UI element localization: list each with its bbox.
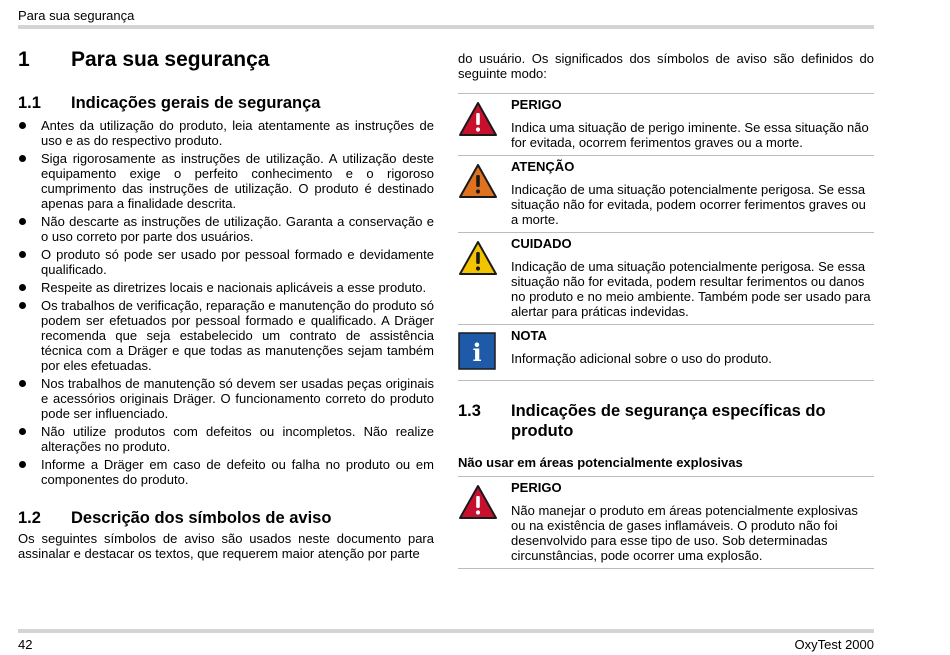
page-number: 42 [18,637,33,652]
chapter-title: Para sua segurança [71,48,270,71]
bullet-icon [19,122,26,129]
symbols-intro-text: Os seguintes símbolos de aviso são usados neste documento para assinalar e destacar os textos, que requerem maior atenção por parte [18,531,434,561]
section-1-1-heading [18,94,434,113]
list-item: Siga rigorosamente as instruções de utilização. A utilização deste equipamento exige o perfeito conhecimento e o rigoroso cumprimento das instruções de utilização. O produto é destinado apenas para a finalidade descrita. [18,151,434,211]
right-column [458,51,874,569]
bullet-icon [19,380,26,387]
warning-description: Informação adicional sobre o uso do produto. [511,351,772,366]
warning-title: ATENÇÃO [511,159,575,174]
bullet-icon [19,155,26,162]
warning-title: NOTA [511,328,547,343]
warning-row-perigo [458,93,874,155]
bullet-icon [19,284,26,291]
warning-row-perigo [458,476,874,569]
list-item: O produto só pode ser usado por pessoal formado e devidamente qualificado. [18,247,434,277]
danger-triangle-icon [458,480,511,563]
list-item: Nos trabalhos de manutenção só devem ser usadas peças originais e acessórios originais Dräger. O funcionamento correto do produto pode ser influenciado. [18,376,434,421]
warning-title: PERIGO [511,480,562,495]
list-item: Os trabalhos de verificação, reparação e manutenção do produto só podem ser efetuados por pessoal formado e qualificado. A Dräger recomenda que seja estabelecido um contrato de assistência técnica com a Dräger e que todas as manutenções sejam também por eles efetuadas. [18,298,434,373]
bullet-icon [19,302,26,309]
header-rule [18,25,874,29]
bullet-icon [19,218,26,225]
section-number: 1.3 [458,402,481,420]
left-column [18,48,434,561]
warning-triangle-icon [458,159,511,227]
safety-bullet-list [18,118,434,487]
list-item: Não descarte as instruções de utilização. Garanta a conservação e o uso correto por parte dos usuários. [18,214,434,244]
svg-text:i: i [472,338,482,367]
section-1-3-heading [458,401,874,441]
subheading: Não usar em áreas potencialmente explosivas [458,455,743,470]
chapter-number: 1 [18,48,30,71]
warning-description: Não manejar o produto em áreas potencialmente explosivas ou na existência de gases inflamáveis. O produto não foi desenvolvido para esse tipo de uso. Sob determinadas circunstâncias, pode ocorrer uma explosão. [511,503,858,563]
warning-description: Indicação de uma situação potencialmente perigosa. Se essa situação não for evitada, podem ocorrer ferimentos graves ou a morte. [511,182,866,227]
section-title: Indicações de segurança específicas do produto [511,402,826,440]
list-item: Antes da utilização do produto, leia atentamente as instruções de uso e as do respectivo produto. [18,118,434,148]
list-item: Respeite as diretrizes locais e nacionais aplicáveis a esse produto. [18,280,434,295]
warning-symbols-table [458,93,874,381]
section-title: Descrição dos símbolos de aviso [71,509,332,527]
caution-triangle-icon [458,236,511,319]
warning-title: PERIGO [511,97,562,112]
list-item: Não utilize produtos com defeitos ou incompletos. Não realize alterações no produto. [18,424,434,454]
section-1-3 [458,401,874,569]
symbols-intro-continued: do usuário. Os significados dos símbolos de aviso são definidos do seguinte modo: [458,51,874,81]
running-header: Para sua segurança [18,8,135,23]
bullet-icon [19,251,26,258]
explosion-warning-table [458,476,874,569]
list-item: Informe a Dräger em caso de defeito ou falha no produto ou em componentes do produto. [18,457,434,487]
bullet-icon [19,428,26,435]
section-number: 1.1 [18,94,41,112]
warning-row-cuidado [458,232,874,324]
section-1-2-heading [18,509,434,528]
bullet-icon [19,461,26,468]
warning-title: CUIDADO [511,236,572,251]
warning-description: Indicação de uma situação potencialmente perigosa. Se essa situação não for evitada, podem resultar ferimentos ou danos no produto e no meio ambiente. Também pode ser usado para alertar para práticas indevidas. [511,259,871,319]
warning-row-atencao [458,155,874,232]
chapter-heading [18,48,434,72]
section-number: 1.2 [18,509,41,527]
danger-triangle-icon [458,97,511,150]
section-title: Indicações gerais de segurança [71,94,321,112]
info-icon [458,328,511,375]
product-name: OxyTest 2000 [794,637,874,652]
warning-description: Indica uma situação de perigo iminente. Se essa situação não for evitada, ocorrem ferimentos graves ou a morte. [511,120,869,150]
warning-row-nota [458,324,874,381]
footer-rule [18,629,874,633]
